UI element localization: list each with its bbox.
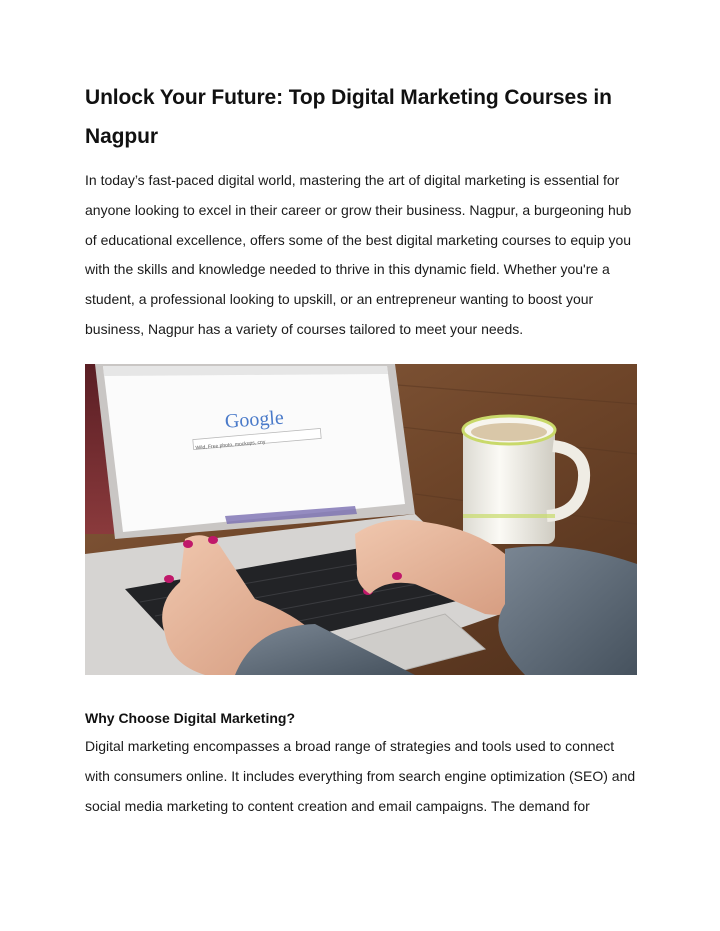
hero-image bbox=[85, 364, 637, 675]
coffee-surface bbox=[471, 423, 547, 441]
right-sleeve bbox=[498, 546, 637, 675]
nail-3 bbox=[164, 575, 174, 583]
why-digital-marketing-section bbox=[85, 706, 637, 821]
nail-5 bbox=[392, 572, 402, 580]
laptop-photo bbox=[85, 364, 637, 675]
title-line-1: Unlock Your Future: Top Digital Marketing Courses in bbox=[85, 86, 612, 109]
screen-search-text: Wild, Free photo, mockups, cny bbox=[195, 439, 266, 452]
section-paragraph: Digital marketing encompasses a broad range of strategies and tools used to connect with consumers online. It includes everything from search engine optimization (SEO) and social media marketing to content creation and email campaigns. The demand for bbox=[85, 738, 636, 814]
title-line-2: Nagpur bbox=[85, 125, 158, 148]
nail-2 bbox=[208, 536, 218, 544]
article-header bbox=[85, 78, 637, 345]
nail-1 bbox=[183, 540, 193, 548]
screen-google-logo: Google bbox=[224, 406, 285, 433]
laptop-screen bbox=[103, 366, 405, 532]
page-title bbox=[85, 78, 637, 156]
intro-paragraph: In today’s fast-paced digital world, mastering the art of digital marketing is essential for anyone looking to excel in their career or grow their business. Nagpur, a burgeoning hub of educational excellence, offers some of the best digital marketing courses to equip you with the skills and knowledge needed to thrive in this dynamic field. Whether you're a student, a professional looking to upskill, or an entrepreneur wanting to boost your business, Nagpur has a variety of courses tailored to meet your needs. bbox=[85, 172, 632, 337]
section-heading: Why Choose Digital Marketing? bbox=[85, 710, 296, 726]
mug-stripe bbox=[463, 514, 555, 518]
